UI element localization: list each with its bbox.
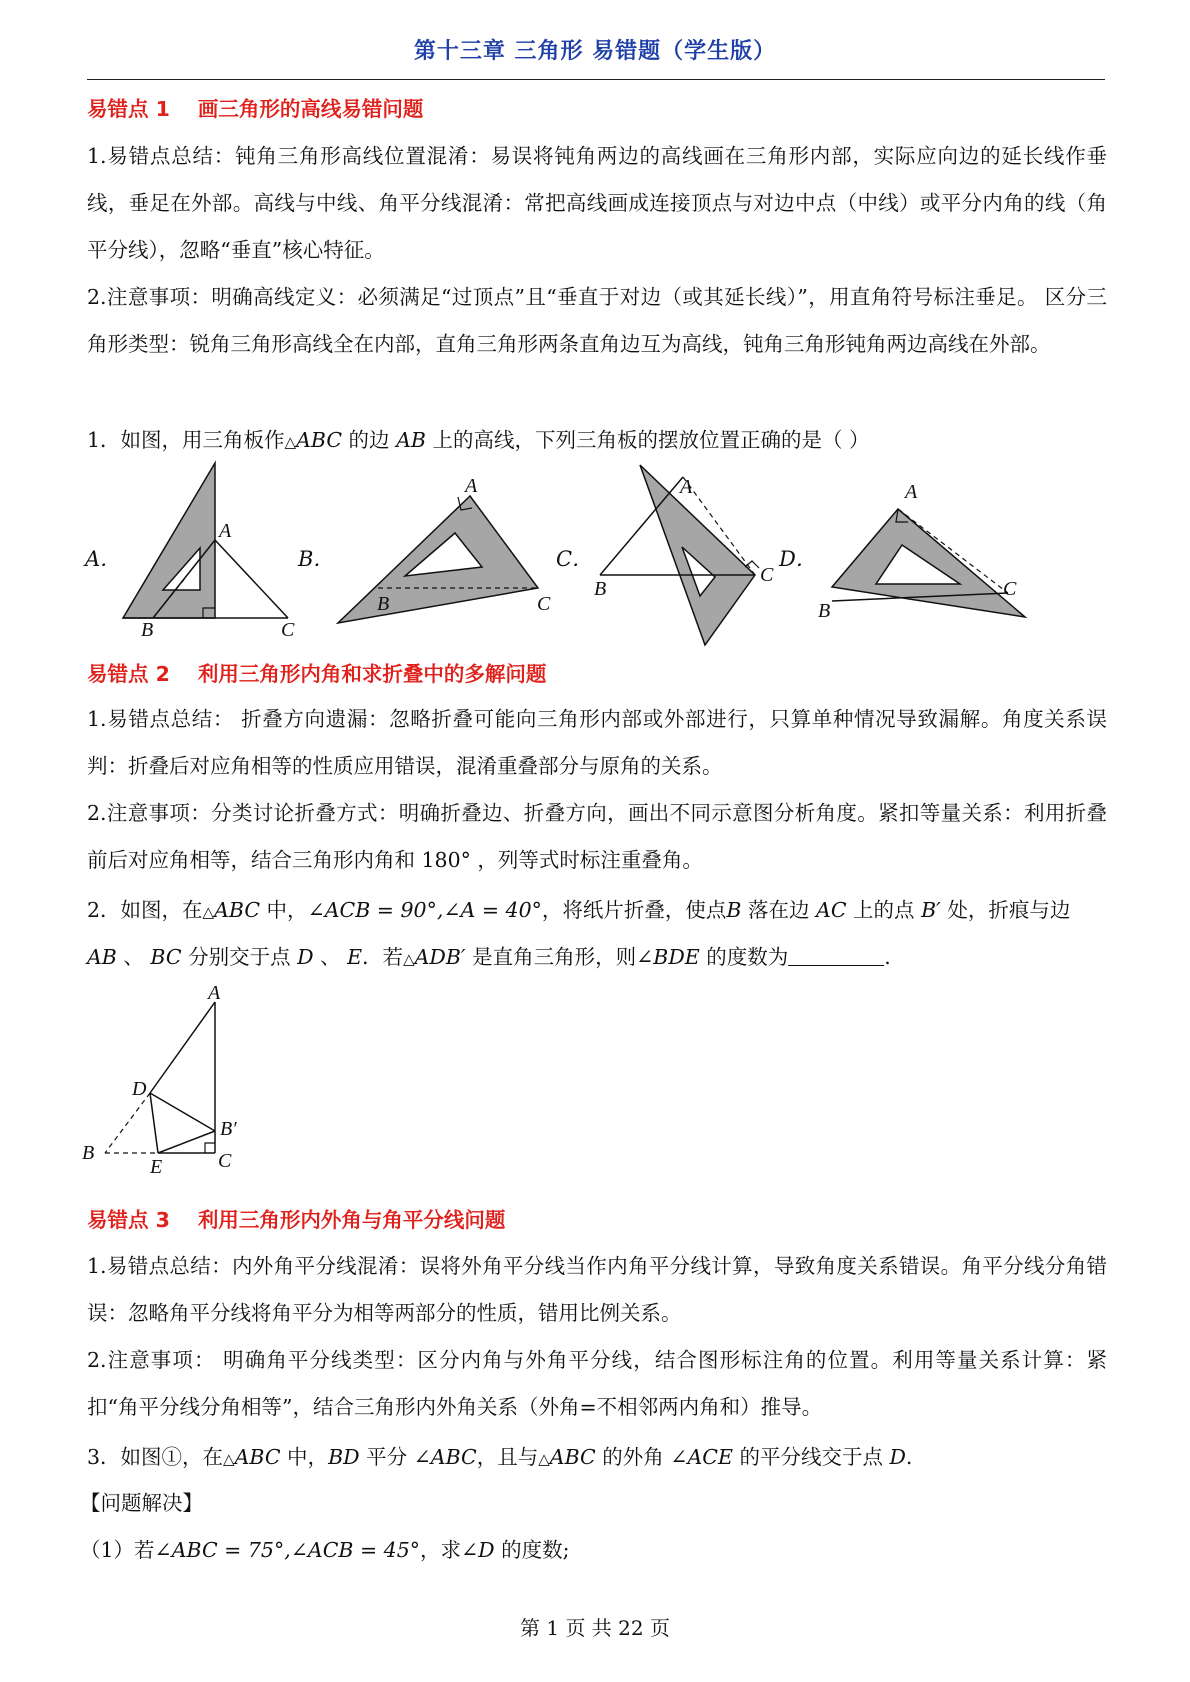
option-d-label[interactable]: D． [779,547,817,571]
q2-point-e: E [150,1156,163,1175]
q2-point-c: C [218,1150,232,1172]
option-b-point-a: A [465,475,478,497]
question-1: 1．如图，用三角板作△ABC 的边 AB 上的高线，下列三角板的摆放位置正确的是（ ） [87,428,870,452]
option-d-set-square [832,509,1025,617]
section-2-heading [87,657,546,687]
option-c-set-square [640,465,755,645]
section-2-summary: 1.易错点总结： 折叠方向遗漏：忽略折叠可能向三角形内部或外部进行，只算单种情况导致漏解。角度关系误判：折叠后对应角相等的性质应用错误，混淆重叠部分与原角的关系。 [87,707,1107,778]
q2-point-d: D [132,1078,147,1100]
q2-point-b: B [82,1142,95,1164]
problem-solving-label: 【问题解决】 [80,1491,203,1515]
answer-blank[interactable] [788,965,884,966]
section-3-heading [87,1203,505,1233]
option-b-label[interactable]: B． [298,547,335,571]
question-1-figures [0,455,1190,655]
section-1-summary: 1.易错点总结：钝角三角形高线位置混淆：易误将钝角两边的高线画在三角形内部，实际应向边的延长线作垂线，垂足在外部。高线与中线、角平分线混淆：常把高线画成连接顶点与对边中点（中线）或平分内角的线（角平分线），忽略“垂直”核心特征。 [87,144,1107,262]
option-a-point-c: C [281,619,295,641]
option-c-point-a: A [680,476,693,498]
title-divider [87,79,1105,80]
option-a-set-square [123,463,215,618]
question-3: 3．如图①，在△ABC 中，BD 平分 ∠ABC，且与△ABC 的外角 ∠ACE 的平分线交于点 D. [87,1445,913,1469]
q2-point-bprime: B′ [220,1118,237,1140]
question-2-figure [70,985,270,1175]
option-d-point-b: B [818,600,831,622]
option-a-side-ac [215,540,288,618]
option-d-point-a: A [905,481,918,503]
section-3-number: 易错点 3 [87,1208,170,1232]
section-3-summary: 1.易错点总结：内外角平分线混淆：误将外角平分线当作内角平分线计算，导致角度关系错误。角平分线分角错误：忽略角平分线将角平分为相等两部分的性质，错用比例关系。 [87,1254,1107,1325]
option-a-label[interactable]: A． [85,547,122,571]
option-c-point-c: C [760,564,774,586]
option-b-point-b: B [377,593,390,615]
q2-point-a: A [208,985,221,1004]
option-b-point-c: C [537,593,551,615]
q2-side-eb [158,1131,215,1153]
section-1-notes: 2.注意事项：明确高线定义：必须满足“过顶点”且“垂直于对边（或其延长线）”，用直角符号标注垂足。 区分三角形类型：锐角三角形高线全在内部，直角三角形两条直角边互为高线，钝角三角形钝角两边高线在外部。 [87,285,1107,356]
section-3-notes: 2.注意事项： 明确角平分线类型：区分内角与外角平分线，结合图形标注角的位置。利用等量关系计算：紧扣“角平分线分角相等”，结合三角形内外角关系（外角=不相邻两内角和）推导。 [87,1348,1107,1419]
option-c-figure[interactable] [594,465,774,645]
section-2-notes: 2.注意事项：分类讨论折叠方式：明确折叠边、折叠方向，画出不同示意图分析角度。紧扣等量关系：利用折叠前后对应角相等，结合三角形内角和 180° ，列等式时标注重叠角。 [87,801,1107,872]
section-1-heading [87,92,423,122]
option-a-figure[interactable] [123,463,295,641]
section-1-number: 易错点 1 [87,97,170,121]
question-3-part-1: （1）若∠ABC = 75°,∠ACB = 45°，求∠D 的度数; [80,1538,570,1562]
page-number: 第 1 页 共 22 页 [520,1616,670,1640]
page-title: 第十三章 三角形 易错题（学生版） [413,39,777,64]
section-2-title: 利用三角形内角和求折叠中的多解问题 [197,662,547,686]
question-2-line-1: 2．如图，在△ABC 中，∠ACB = 90°,∠A = 40°，将纸片折叠，使点B 落在边 AC 上的点 B′ 处，折痕与边 [87,898,1071,922]
option-b-figure[interactable] [338,475,551,623]
q2-dashed-bd [105,1093,150,1153]
option-a-point-a: A [219,520,232,542]
option-b-set-square [338,496,538,623]
option-c-point-b: B [594,578,607,600]
section-2-number: 易错点 2 [87,662,170,686]
option-a-point-b: B [141,619,154,641]
q2-fold-de [150,1093,158,1153]
q2-side-db [150,1093,215,1131]
option-d-figure[interactable] [818,481,1025,622]
option-c-label[interactable]: C． [556,547,594,571]
section-3-title: 利用三角形内外角与角平分线问题 [197,1208,506,1232]
q2-side-ad [150,1002,215,1093]
question-2-line-2: AB 、 BC 分别交于点 D 、 E．若△ADB′ 是直角三角形，则∠BDE 的度数为 . [87,945,891,969]
q2-right-angle-mark [205,1143,215,1153]
option-d-point-c: C [1003,578,1017,600]
section-1-title: 画三角形的高线易错问题 [197,97,424,121]
